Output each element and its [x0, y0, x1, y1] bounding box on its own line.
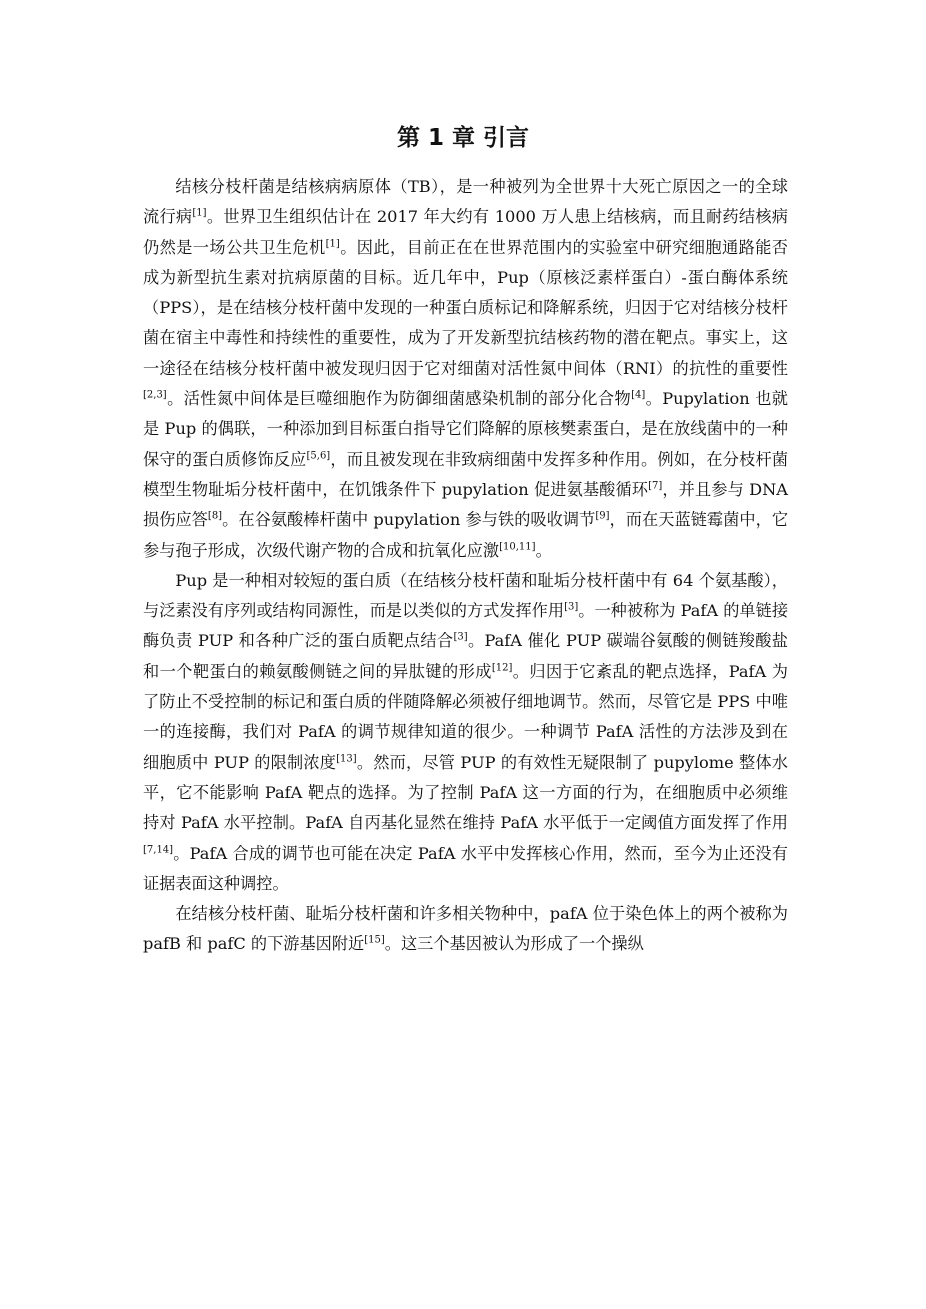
text-segment: 。因此，目前正在在世界范围内的实验室中研究细胞通路能否成为新型抗生素对抗病原菌的目标。近几年中，Pup（原核泛素样蛋白）-蛋白酶体系统（PPS），是在结核分枝杆菌中发现的一种蛋白质标记和降解系统，归因于它对结核分枝杆菌在宿主中毒性和持续性的重要性，成为了开发新型抗结核药物的潜在靶点。事实上，这一途径在结核分枝杆菌中被发现归因于它对细菌对活性氮中间体（RNI）的抗性的重要性	[143, 237, 788, 378]
citation-ref: [1]	[325, 238, 340, 250]
text-segment: 在结核分枝杆菌、耻垢分枝杆菌和许多相关物种中，pafA 位于染色体上的两个被称为 pafB 和 pafC 的下游基因附近	[143, 904, 788, 954]
text-segment: 。一种被称为 PafA 的单链接酶负责 PUP 和各种广泛的蛋白质靶点结合	[143, 601, 789, 651]
paragraph-2	[143, 566, 788, 899]
paragraph-3	[143, 899, 788, 960]
text-segment: Pup 是一种相对较短的蛋白质（在结核分枝杆菌和耻垢分枝杆菌中有 64 个氨基酸），与泛素没有序列或结构同源性，而是以类似的方式发挥作用	[143, 570, 788, 621]
text-segment: 。归因于它紊乱的靶点选择，PafA 为了防止不受控制的标记和蛋白质的伴随降解必须被仔细地调节。然而，尽管它是 PPS 中唯一的连接酶，我们对 PafA 的调节规律知道的很少。一种调节 PafA 活性的方法涉及到在细胞质中 PUP 的限制浓度	[143, 661, 788, 772]
text-segment: 。	[535, 540, 552, 560]
paragraph-1	[143, 172, 788, 566]
citation-ref: [10,11]	[499, 541, 536, 553]
text-segment: 。PafA 催化 PUP 碳端谷氨酸的侧链羧酸盐和一个靶蛋白的赖氨酸侧链之间的异肽键的形成	[143, 631, 788, 681]
citation-ref: [15]	[364, 935, 385, 947]
citation-ref: [2,3]	[143, 389, 167, 401]
text-segment: 。Pupylation 也就是 Pup 的偶联，一种添加到目标蛋白指导它们降解的原核樊素蛋白，是在放线菌中的一种保守的蛋白质修饰反应	[143, 389, 788, 469]
citation-ref: [12]	[491, 662, 513, 674]
citation-ref: [5,6]	[306, 450, 331, 462]
text-segment: 。活性氮中间体是巨噬细胞作为防御细菌感染机制的部分化合物	[166, 389, 632, 409]
citation-ref: [9]	[595, 510, 610, 522]
text-segment: ，而且被发现在非致病细菌中发挥多种作用。例如，在分枝杆菌模型生物耻垢分枝杆菌中，在饥饿条件下 pupylation 促进氨基酸循环	[143, 449, 789, 499]
text-segment: 。这三个基因被认为形成了一个操纵	[384, 934, 644, 954]
citation-ref: [4]	[631, 389, 646, 401]
text-segment: 。PafA 合成的调节也可能在决定 PafA 水平中发挥核心作用，然而，至今为止还没有证据表面这种调控。	[143, 843, 788, 893]
citation-ref: [8]	[207, 510, 223, 522]
text-segment: 。然而，尽管 PUP 的有效性无疑限制了 pupylome 整体水平，它不能影响 PafA 靶点的选择。为了控制 PafA 这一方面的行为，在细胞质中必须维持对 PafA 水平控制。PafA 自丙基化显然在维持 PafA 水平低于一定阈值方面发挥了作用	[143, 752, 788, 833]
citation-ref: [3]	[453, 632, 468, 644]
text-segment: ，而在天蓝链霉菌中，它参与孢子形成，次级代谢产物的合成和抗氧化应激	[143, 510, 789, 560]
citation-ref: [7,14]	[143, 844, 174, 856]
citation-ref: [7]	[648, 480, 663, 492]
body-text	[143, 172, 788, 960]
text-segment: ，并且参与 DNA 损伤应答	[143, 479, 788, 530]
text-segment: 结核分枝杆菌是结核病病原体（TB），是一种被列为全世界十大死亡原因之一的全球流行病	[143, 177, 788, 227]
text-segment: 。在谷氨酸棒杆菌中 pupylation 参与铁的吸收调节	[222, 510, 596, 530]
citation-ref: [3]	[564, 601, 579, 613]
citation-ref: [13]	[336, 753, 357, 765]
chapter-title: 第 1 章 引言	[396, 125, 530, 151]
text-segment: 。世界卫生组织估计在 2017 年大约有 1000 万人患上结核病，而且耐药结核病仍然是一场公共卫生危机	[143, 207, 788, 257]
citation-ref: [1]	[192, 207, 207, 219]
